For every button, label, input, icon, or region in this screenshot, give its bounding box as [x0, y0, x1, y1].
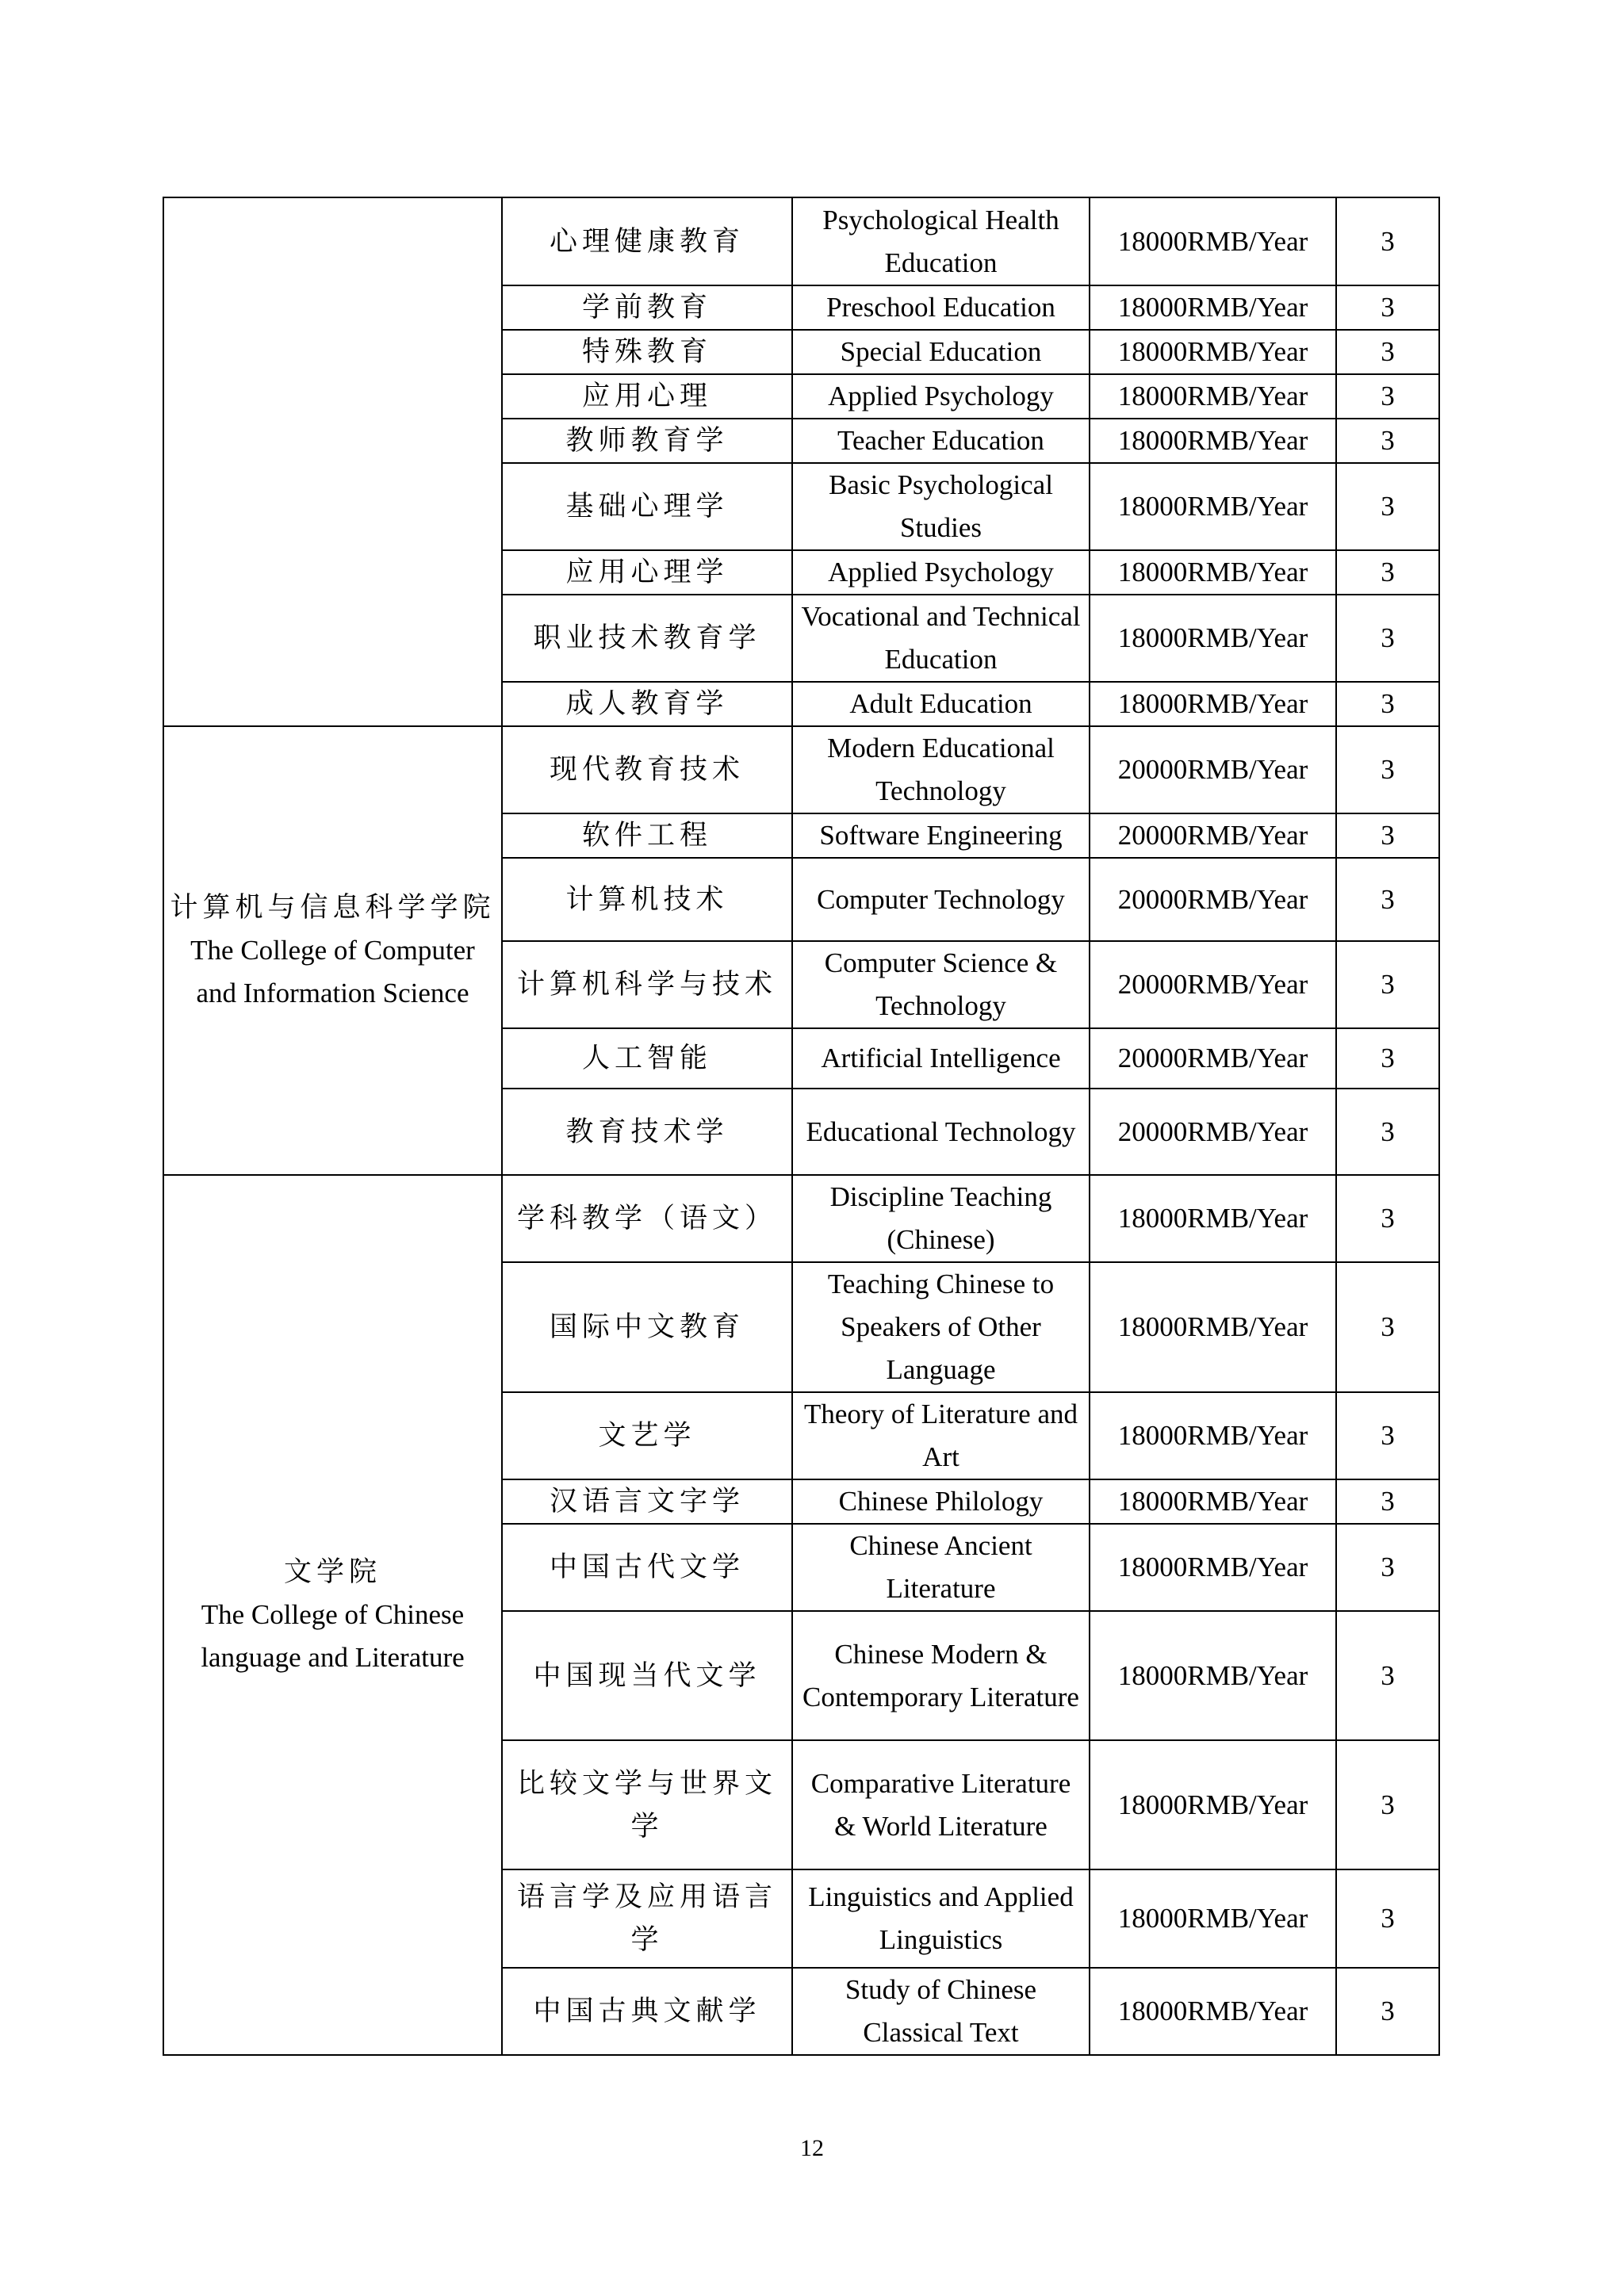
major-name-cn: 文艺学: [502, 1392, 792, 1479]
duration-years: 3: [1336, 1479, 1439, 1524]
tuition-fee: 18000RMB/Year: [1090, 1392, 1336, 1479]
major-name-cn: 中国现当代文学: [502, 1611, 792, 1740]
table-row: [163, 726, 1439, 813]
duration-years: 3: [1336, 1262, 1439, 1392]
major-name-cn: 教师教育学: [502, 419, 792, 463]
tuition-fee: 20000RMB/Year: [1090, 858, 1336, 941]
duration-years: 3: [1336, 1524, 1439, 1611]
major-name-en: Teaching Chinese to Speakers of Other Language: [792, 1262, 1090, 1392]
table-row: [163, 197, 1439, 285]
tuition-fee: 18000RMB/Year: [1090, 682, 1336, 726]
major-name-en: Preschool Education: [792, 285, 1090, 330]
major-name-cn: 软件工程: [502, 813, 792, 858]
tuition-fee: 18000RMB/Year: [1090, 1869, 1336, 1968]
major-name-en: Applied Psychology: [792, 550, 1090, 595]
college-cell: [163, 197, 502, 726]
major-name-en: Educational Technology: [792, 1089, 1090, 1175]
college-name-en: The College of Chinese language and Literature: [201, 1599, 465, 1673]
major-name-cn: 应用心理: [502, 374, 792, 419]
major-name-cn: 计算机科学与技术: [502, 941, 792, 1028]
page-number: 12: [800, 2135, 824, 2161]
tuition-fee: 20000RMB/Year: [1090, 1028, 1336, 1089]
tuition-fee: 18000RMB/Year: [1090, 1262, 1336, 1392]
major-name-en: Chinese Philology: [792, 1479, 1090, 1524]
duration-years: 3: [1336, 1611, 1439, 1740]
college-name-en: The College of Computer and Information Science: [190, 935, 475, 1008]
major-name-en: Modern Educational Technology: [792, 726, 1090, 813]
duration-years: 3: [1336, 550, 1439, 595]
tuition-fee: 18000RMB/Year: [1090, 330, 1336, 374]
tuition-fee: 18000RMB/Year: [1090, 419, 1336, 463]
college-name-cn: 文学院: [283, 1556, 381, 1587]
duration-years: 3: [1336, 330, 1439, 374]
tuition-fee: 18000RMB/Year: [1090, 285, 1336, 330]
tuition-fee: 20000RMB/Year: [1090, 941, 1336, 1028]
program-fee-table: [163, 197, 1440, 2056]
duration-years: 3: [1336, 419, 1439, 463]
duration-years: 3: [1336, 813, 1439, 858]
duration-years: 3: [1336, 858, 1439, 941]
table-row: [163, 1175, 1439, 1262]
major-name-en: Adult Education: [792, 682, 1090, 726]
tuition-fee: 18000RMB/Year: [1090, 1175, 1336, 1262]
major-name-en: Chinese Modern & Contemporary Literature: [792, 1611, 1090, 1740]
duration-years: 3: [1336, 1089, 1439, 1175]
major-name-cn: 应用心理学: [502, 550, 792, 595]
major-name-cn: 基础心理学: [502, 463, 792, 550]
tuition-fee: 18000RMB/Year: [1090, 1524, 1336, 1611]
major-name-en: Teacher Education: [792, 419, 1090, 463]
major-name-en: Computer Science & Technology: [792, 941, 1090, 1028]
tuition-fee: 18000RMB/Year: [1090, 1740, 1336, 1869]
tuition-fee: 18000RMB/Year: [1090, 197, 1336, 285]
duration-years: 3: [1336, 1028, 1439, 1089]
major-name-en: Special Education: [792, 330, 1090, 374]
duration-years: 3: [1336, 726, 1439, 813]
college-cell: [163, 1175, 502, 2055]
major-name-en: Discipline Teaching (Chinese): [792, 1175, 1090, 1262]
duration-years: 3: [1336, 1869, 1439, 1968]
major-name-cn: 国际中文教育: [502, 1262, 792, 1392]
duration-years: 3: [1336, 1392, 1439, 1479]
major-name-cn: 计算机技术: [502, 858, 792, 941]
major-name-en: Vocational and Technical Education: [792, 595, 1090, 682]
tuition-fee: 18000RMB/Year: [1090, 374, 1336, 419]
tuition-fee: 18000RMB/Year: [1090, 463, 1336, 550]
major-name-cn: 比较文学与世界文学: [502, 1740, 792, 1869]
major-name-cn: 心理健康教育: [502, 197, 792, 285]
major-name-en: Comparative Literature & World Literature: [792, 1740, 1090, 1869]
major-name-cn: 教育技术学: [502, 1089, 792, 1175]
major-name-cn: 职业技术教育学: [502, 595, 792, 682]
major-name-en: Psychological Health Education: [792, 197, 1090, 285]
duration-years: 3: [1336, 595, 1439, 682]
college-cell: [163, 726, 502, 1175]
major-name-cn: 学科教学（语文）: [502, 1175, 792, 1262]
major-name-en: Study of Chinese Classical Text: [792, 1968, 1090, 2055]
duration-years: 3: [1336, 682, 1439, 726]
major-name-cn: 现代教育技术: [502, 726, 792, 813]
major-name-cn: 学前教育: [502, 285, 792, 330]
major-name-cn: 成人教育学: [502, 682, 792, 726]
tuition-fee: 20000RMB/Year: [1090, 813, 1336, 858]
major-name-cn: 特殊教育: [502, 330, 792, 374]
tuition-fee: 18000RMB/Year: [1090, 1611, 1336, 1740]
tuition-fee: 18000RMB/Year: [1090, 1479, 1336, 1524]
major-name-cn: 语言学及应用语言学: [502, 1869, 792, 1968]
duration-years: 3: [1336, 197, 1439, 285]
major-name-en: Artificial Intelligence: [792, 1028, 1090, 1089]
duration-years: 3: [1336, 374, 1439, 419]
tuition-fee: 18000RMB/Year: [1090, 550, 1336, 595]
tuition-fee: 18000RMB/Year: [1090, 595, 1336, 682]
major-name-en: Basic Psychological Studies: [792, 463, 1090, 550]
duration-years: 3: [1336, 941, 1439, 1028]
duration-years: 3: [1336, 1968, 1439, 2055]
major-name-cn: 人工智能: [502, 1028, 792, 1089]
major-name-cn: 中国古代文学: [502, 1524, 792, 1611]
tuition-fee: 20000RMB/Year: [1090, 1089, 1336, 1175]
college-name-cn: 计算机与信息科学学院: [170, 892, 496, 923]
tuition-fee: 18000RMB/Year: [1090, 1968, 1336, 2055]
major-name-en: Software Engineering: [792, 813, 1090, 858]
tuition-fee: 20000RMB/Year: [1090, 726, 1336, 813]
duration-years: 3: [1336, 1175, 1439, 1262]
duration-years: 3: [1336, 1740, 1439, 1869]
major-name-en: Linguistics and Applied Linguistics: [792, 1869, 1090, 1968]
duration-years: 3: [1336, 285, 1439, 330]
duration-years: 3: [1336, 463, 1439, 550]
major-name-en: Theory of Literature and Art: [792, 1392, 1090, 1479]
major-name-cn: 汉语言文字学: [502, 1479, 792, 1524]
major-name-en: Chinese Ancient Literature: [792, 1524, 1090, 1611]
major-name-en: Applied Psychology: [792, 374, 1090, 419]
major-name-en: Computer Technology: [792, 858, 1090, 941]
major-name-cn: 中国古典文献学: [502, 1968, 792, 2055]
